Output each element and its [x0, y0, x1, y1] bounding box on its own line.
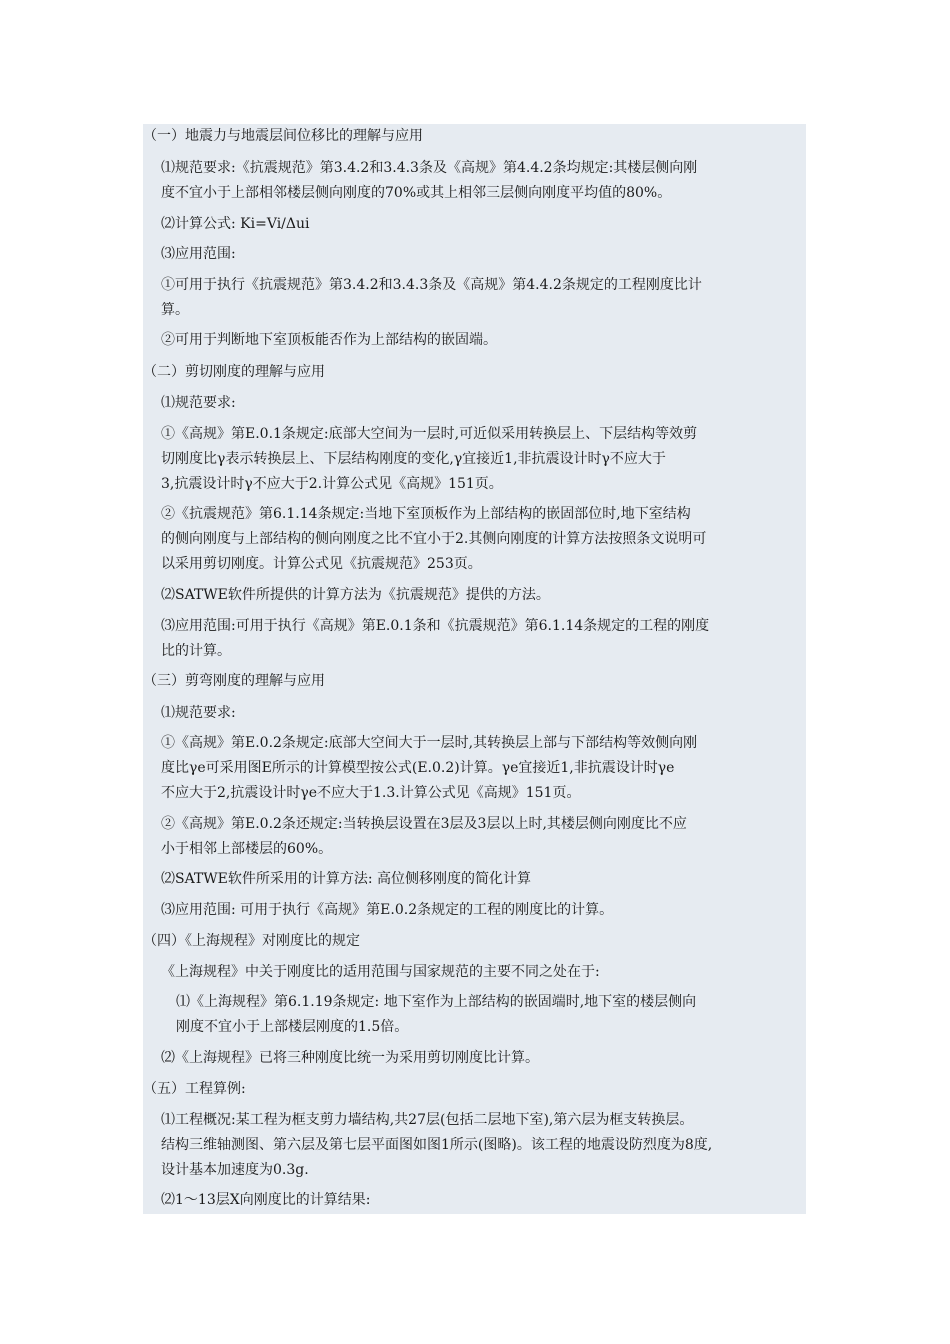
paragraph: ⑵SATWE软件所提供的计算方法为《抗震规范》提供的方法。 [161, 587, 550, 603]
paragraph: ①可用于执行《抗震规范》第3.4.2和3.4.3条及《高规》第4.4.2条规定的工程刚度比计 算。 [161, 277, 702, 318]
paragraph: ⑵计算公式: Ki=Vi/Δui [161, 216, 310, 232]
paragraph: ⑶应用范围: [161, 246, 236, 262]
paragraph: ⑶应用范围: 可用于执行《高规》第E.0.2条规定的工程的刚度比的计算。 [161, 902, 614, 918]
paragraph: ⑵1～13层X向刚度比的计算结果: [161, 1192, 371, 1208]
section-heading: （二）剪切刚度的理解与应用 [143, 364, 325, 380]
section-heading: （四）《上海规程》对刚度比的规定 [143, 933, 360, 949]
paragraph: ⑴《上海规程》第6.1.19条规定: 地下室作为上部结构的嵌固端时,地下室的楼层侧向 刚度不宜小于上部楼层刚度的1.5倍。 [176, 994, 697, 1035]
section-heading: （一）地震力与地震层间位移比的理解与应用 [143, 128, 423, 144]
paragraph: ①《高规》第E.0.1条规定:底部大空间为一层时,可近似采用转换层上、下层结构等效剪 切刚度比γ表示转换层上、下层结构刚度的变化,γ宜接近1,非抗震设计时γ不应大于 3,抗震设计时γ不应大于2.计算公式见《高规》151页。 [161, 426, 698, 492]
document-body [143, 124, 806, 1214]
paragraph: ⑴规范要求: [161, 705, 236, 721]
paragraph: ⑴规范要求:《抗震规范》第3.4.2和3.4.3条及《高规》第4.4.2条均规定:其楼层侧向刚 度不宜小于上部相邻楼层侧向刚度的70%或其上相邻三层侧向刚度平均值的80%。 [161, 160, 698, 201]
paragraph: ⑴工程概况:某工程为框支剪力墙结构,共27层(包括二层地下室),第六层为框支转换层。 结构三维轴测图、第六层及第七层平面图如图1所示(图略)。该工程的地震设防烈度为8度, 设计基本加速度为0.3g. [161, 1112, 713, 1178]
paragraph: ①《高规》第E.0.2条规定:底部大空间大于一层时,其转换层上部与下部结构等效侧向刚 度比γe可采用图E所示的计算模型按公式(E.0.2)计算。γe宜接近1,非抗震设计时γe 不应大于2,抗震设计时γe不应大于1.3.计算公式见《高规》151页。 [161, 735, 698, 801]
section-heading: （三）剪弯刚度的理解与应用 [143, 673, 325, 689]
paragraph: 《上海规程》中关于刚度比的适用范围与国家规范的主要不同之处在于: [161, 964, 600, 980]
paragraph: ②《抗震规范》第6.1.14条规定:当地下室顶板作为上部结构的嵌固部位时,地下室结构 的侧向刚度与上部结构的侧向刚度之比不宜小于2.其侧向刚度的计算方法按照条文说明可 以采用剪切刚度。计算公式见《抗震规范》253页。 [161, 506, 707, 572]
paragraph: ⑵《上海规程》已将三种刚度比统一为采用剪切刚度比计算。 [161, 1050, 539, 1066]
paragraph: ②《高规》第E.0.2条还规定:当转换层设置在3层及3层以上时,其楼层侧向刚度比不应 小于相邻上部楼层的60%。 [161, 816, 687, 857]
paragraph: ⑵SATWE软件所采用的计算方法: 高位侧移刚度的简化计算 [161, 871, 532, 887]
paragraph: ⑴规范要求: [161, 395, 236, 411]
paragraph: ⑶应用范围:可用于执行《高规》第E.0.1条和《抗震规范》第6.1.14条规定的工程的刚度 比的计算。 [161, 618, 710, 659]
paragraph: ②可用于判断地下室顶板能否作为上部结构的嵌固端。 [161, 332, 497, 348]
section-heading: （五）工程算例: [143, 1081, 246, 1097]
